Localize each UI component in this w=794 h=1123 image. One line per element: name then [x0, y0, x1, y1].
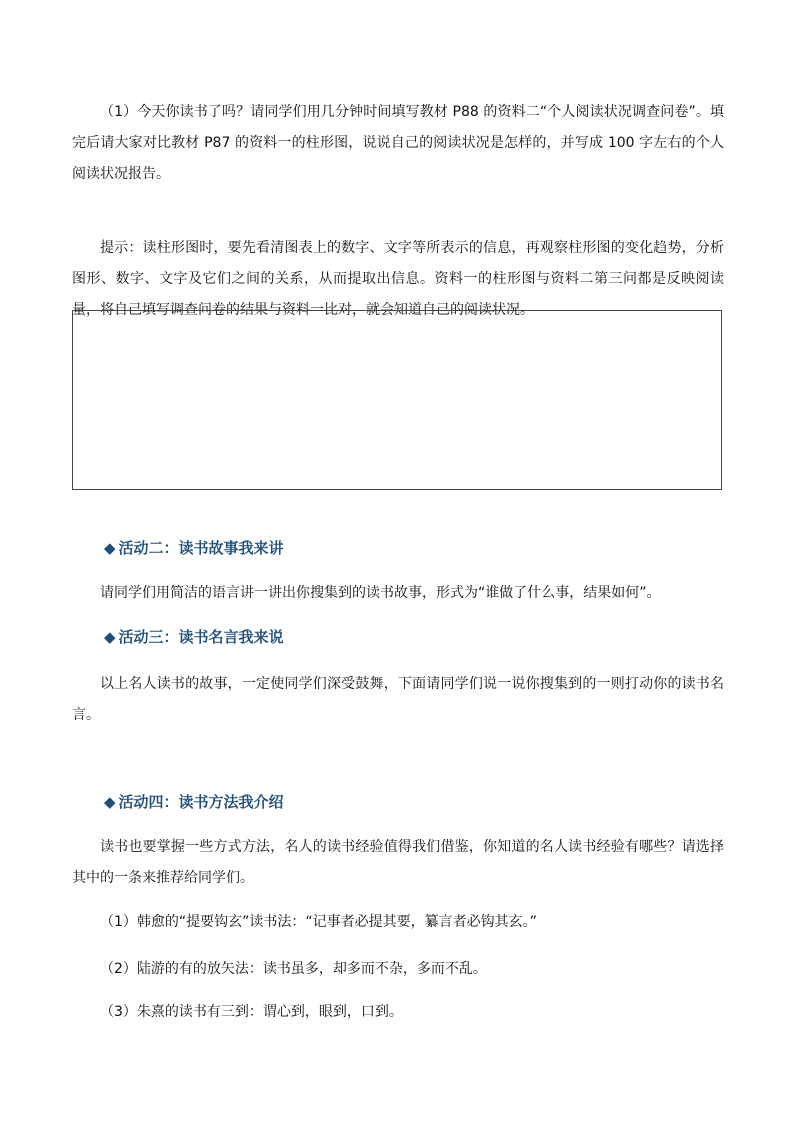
- activity1-task-paragraph: （1）今天你读书了吗？请同学们用几分钟时间填写教材 P88 的资料二“个人阅读状况调查问卷”。填完后请大家对比教材 P87 的资料一的柱形图，说说自己的阅读状况是怎样的，并写成 100 字左右的个人阅读状况报告。: [72, 104, 724, 182]
- activity3-heading: [104, 626, 284, 648]
- list-item: （3）朱熹的读书有三到：谓心到，眼到，口到。: [100, 1004, 403, 1020]
- list-item: （1）韩愈的“提要钩玄”读书法：“记事者必提其要，纂言者必钩其玄。”: [100, 914, 537, 930]
- activity3-body-paragraph: 以上名人读书的故事，一定使同学们深受鼓舞，下面请同学们说一说你搜集到的一则打动你的读书名言。: [72, 676, 724, 723]
- activity3-title: 活动三：读书名言我来说: [118, 628, 284, 646]
- diamond-bullet-icon: ◆: [104, 539, 116, 557]
- diamond-bullet-icon: ◆: [104, 793, 116, 811]
- activity4-heading: [104, 791, 284, 813]
- activity2-heading: [104, 537, 284, 559]
- activity2-body-paragraph: 请同学们用简洁的语言讲一讲出你搜集到的读书故事，形式为“谁做了什么事，结果如何”。: [100, 585, 661, 601]
- diamond-bullet-icon: ◆: [104, 628, 116, 646]
- list-item: （2）陆游的有的放矢法：读书虽多，却多而不杂，多而不乱。: [100, 961, 487, 977]
- activity1-hint-paragraph: 提示：读柱形图时，要先看清图表上的数字、文字等所表示的信息，再观察柱形图的变化趋势，分析图形、数字、文字及它们之间的关系，从而提取出信息。资料一的柱形图与资料二第三问都是反映阅读量，将自己填写调查问卷的结果与资料一比对，就会知道自己的阅读状况。: [72, 240, 724, 318]
- activity4-title: 活动四：读书方法我介绍: [118, 793, 284, 811]
- answer-writing-box[interactable]: [72, 310, 722, 490]
- activity4-body-paragraph: 读书也要掌握一些方式方法，名人的读书经验值得我们借鉴，你知道的名人读书经验有哪些？请选择其中的一条来推荐给同学们。: [72, 839, 724, 886]
- activity2-title: 活动二：读书故事我来讲: [118, 539, 284, 557]
